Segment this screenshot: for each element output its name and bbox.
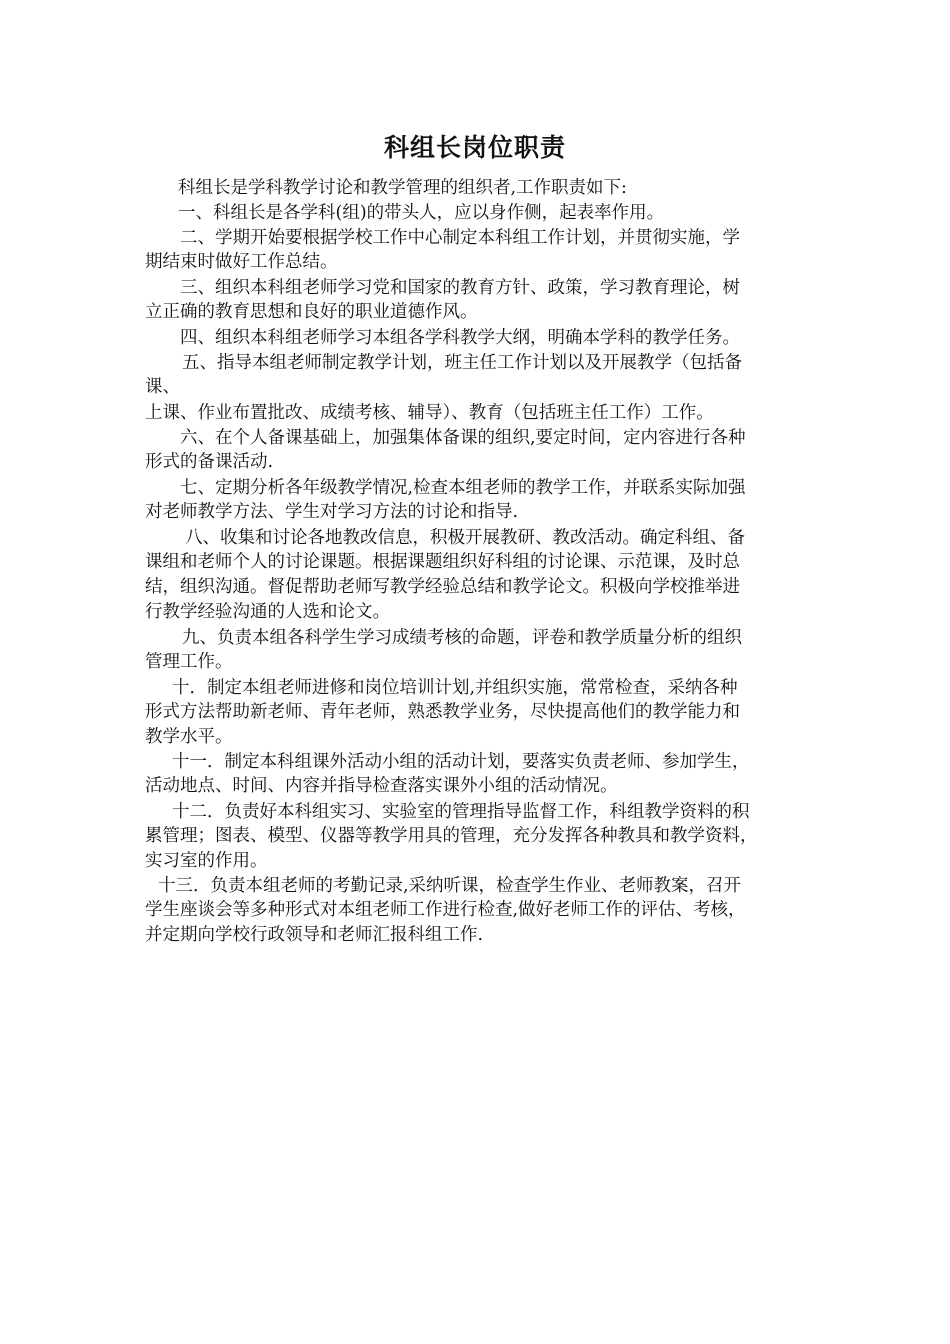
item-13-line: 并定期向学校行政领导和老师汇报科组工作. [145, 925, 484, 945]
item-6-line: 形式的备课活动. [145, 452, 274, 472]
item-6-line: 六、在个人备课基础上，加强集体备课的组织,要定时间，定内容进行各种 [180, 428, 746, 448]
item-5-line: 五、指导本组老师制定教学计划，班主任工作计划以及开展教学（包括备 [182, 353, 742, 373]
item-3-line: 三、组织本科组老师学习党和国家的教育方针、政策，学习教育理论，树 [180, 278, 740, 298]
item-2-line: 二、学期开始要根据学校工作中心制定本科组工作计划，并贯彻实施，学 [180, 228, 740, 248]
item-13-line: 十三．负责本组老师的考勤记录,采纳听课，检查学生作业、老师教案，召开 [158, 876, 742, 896]
item-8-line: 行教学经验沟通的人选和论文。 [145, 602, 390, 622]
item-10-line: 十．制定本组老师进修和岗位培训计划,并组织实施，常常检查，采纳各种 [172, 678, 738, 698]
item-8-line: 课组和老师个人的讨论课题。根据课题组织好科组的讨论课、示范课，及时总 [145, 552, 740, 572]
intro-line: 科组长是学科教学讨论和教学管理的组织者,工作职责如下: [178, 178, 627, 198]
item-2-line: 期结束时做好工作总结。 [145, 252, 338, 272]
item-7-line: 七、定期分析各年级教学情况,检查本组老师的教学工作，并联系实际加强 [180, 478, 746, 498]
item-3-line: 立正确的教育思想和良好的职业道德作风。 [145, 302, 478, 322]
item-11-line: 十一．制定本科组课外活动小组的活动计划，要落实负责老师、参加学生， [172, 752, 750, 772]
item-12-line: 累管理；图表、模型、仪器等教学用具的管理，充分发挥各种教具和教学资料， [145, 826, 758, 846]
item-8-line: 八、收集和讨论各地教改信息，积极开展教研、教改活动。确定科组、备 [185, 528, 745, 548]
document-title: 科组长岗位职责 [383, 133, 566, 162]
item-5-line: 上课、作业布置批改、成绩考核、辅导）、教育（包括班主任工作）工作。 [145, 403, 714, 423]
item-5-line: 课、 [145, 377, 180, 397]
item-10-line: 形式方法帮助新老师、青年老师，熟悉教学业务，尽快提高他们的教学能力和 [145, 702, 740, 722]
item-11-line: 活动地点、时间、内容并指导检查落实课外小组的活动情况。 [145, 776, 618, 796]
item-4-line: 四、组织本科组老师学习本组各学科教学大纲，明确本学科的教学任务。 [180, 328, 740, 348]
item-8-line: 结，组织沟通。督促帮助老师写教学经验总结和教学论文。积极向学校推举进 [145, 577, 740, 597]
item-9-line: 九、负责本组各科学生学习成绩考核的命题，评卷和教学质量分析的组织 [182, 628, 742, 648]
item-13-line: 学生座谈会等多种形式对本组老师工作进行检查,做好老师工作的评估、考核， [145, 900, 746, 920]
item-12-line: 十二．负责好本科组实习、实验室的管理指导监督工作，科组教学资料的积 [172, 802, 750, 822]
item-7-line: 对老师教学方法、学生对学习方法的讨论和指导. [145, 502, 519, 522]
item-1-line: 一、科组长是各学科(组)的带头人，应以身作侧，起表率作用。 [178, 203, 665, 223]
item-10-line: 教学水平。 [145, 727, 233, 747]
item-12-line: 实习室的作用。 [145, 851, 268, 871]
item-9-line: 管理工作。 [145, 652, 233, 672]
